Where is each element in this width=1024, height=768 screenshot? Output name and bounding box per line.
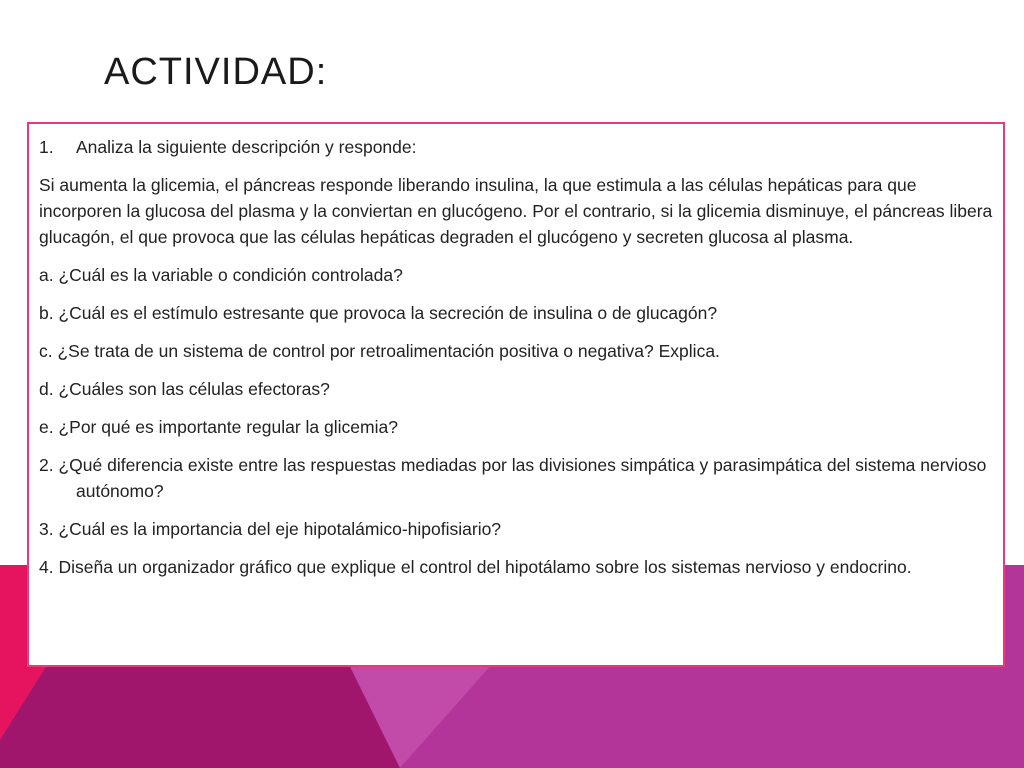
item-1: [39, 134, 993, 160]
item-1-text: Analiza la siguiente descripción y responde:: [76, 137, 417, 157]
item-2: 2. ¿Qué diferencia existe entre las respuestas mediadas por las divisiones simpática y parasimpática del sistema nervioso autónomo?: [39, 455, 987, 501]
item-1-number: 1.: [39, 137, 54, 157]
question-e: e. ¿Por qué es importante regular la glicemia?: [39, 417, 398, 437]
question-b: b. ¿Cuál es el estímulo estresante que provoca la secreción de insulina o de glucagón?: [39, 303, 718, 323]
page-title: ACTIVIDAD:: [104, 51, 328, 93]
item-3: 3. ¿Cuál es la importancia del eje hipotalámico-hipofisiario?: [39, 519, 502, 539]
activity-content-box: [27, 122, 1005, 667]
description-paragraph: Si aumenta la glicemia, el páncreas responde liberando insulina, la que estimula a las células hepáticas para que incorporen la glucosa del plasma y la conviertan en glucógeno. Por el contrario, si la glicemia disminuye, el páncreas libera glucagón, el que provoca que las células hepáticas degraden el glucógeno y secreten glucosa al plasma.: [39, 175, 993, 247]
question-d: d. ¿Cuáles son las células efectoras?: [39, 379, 330, 399]
item-4: 4. Diseña un organizador gráfico que explique el control del hipotálamo sobre los sistemas nervioso y endocrino.: [39, 557, 912, 577]
question-c: c. ¿Se trata de un sistema de control por retroalimentación positiva o negativa? Explica.: [39, 341, 720, 361]
question-a: a. ¿Cuál es la variable o condición controlada?: [39, 265, 403, 285]
